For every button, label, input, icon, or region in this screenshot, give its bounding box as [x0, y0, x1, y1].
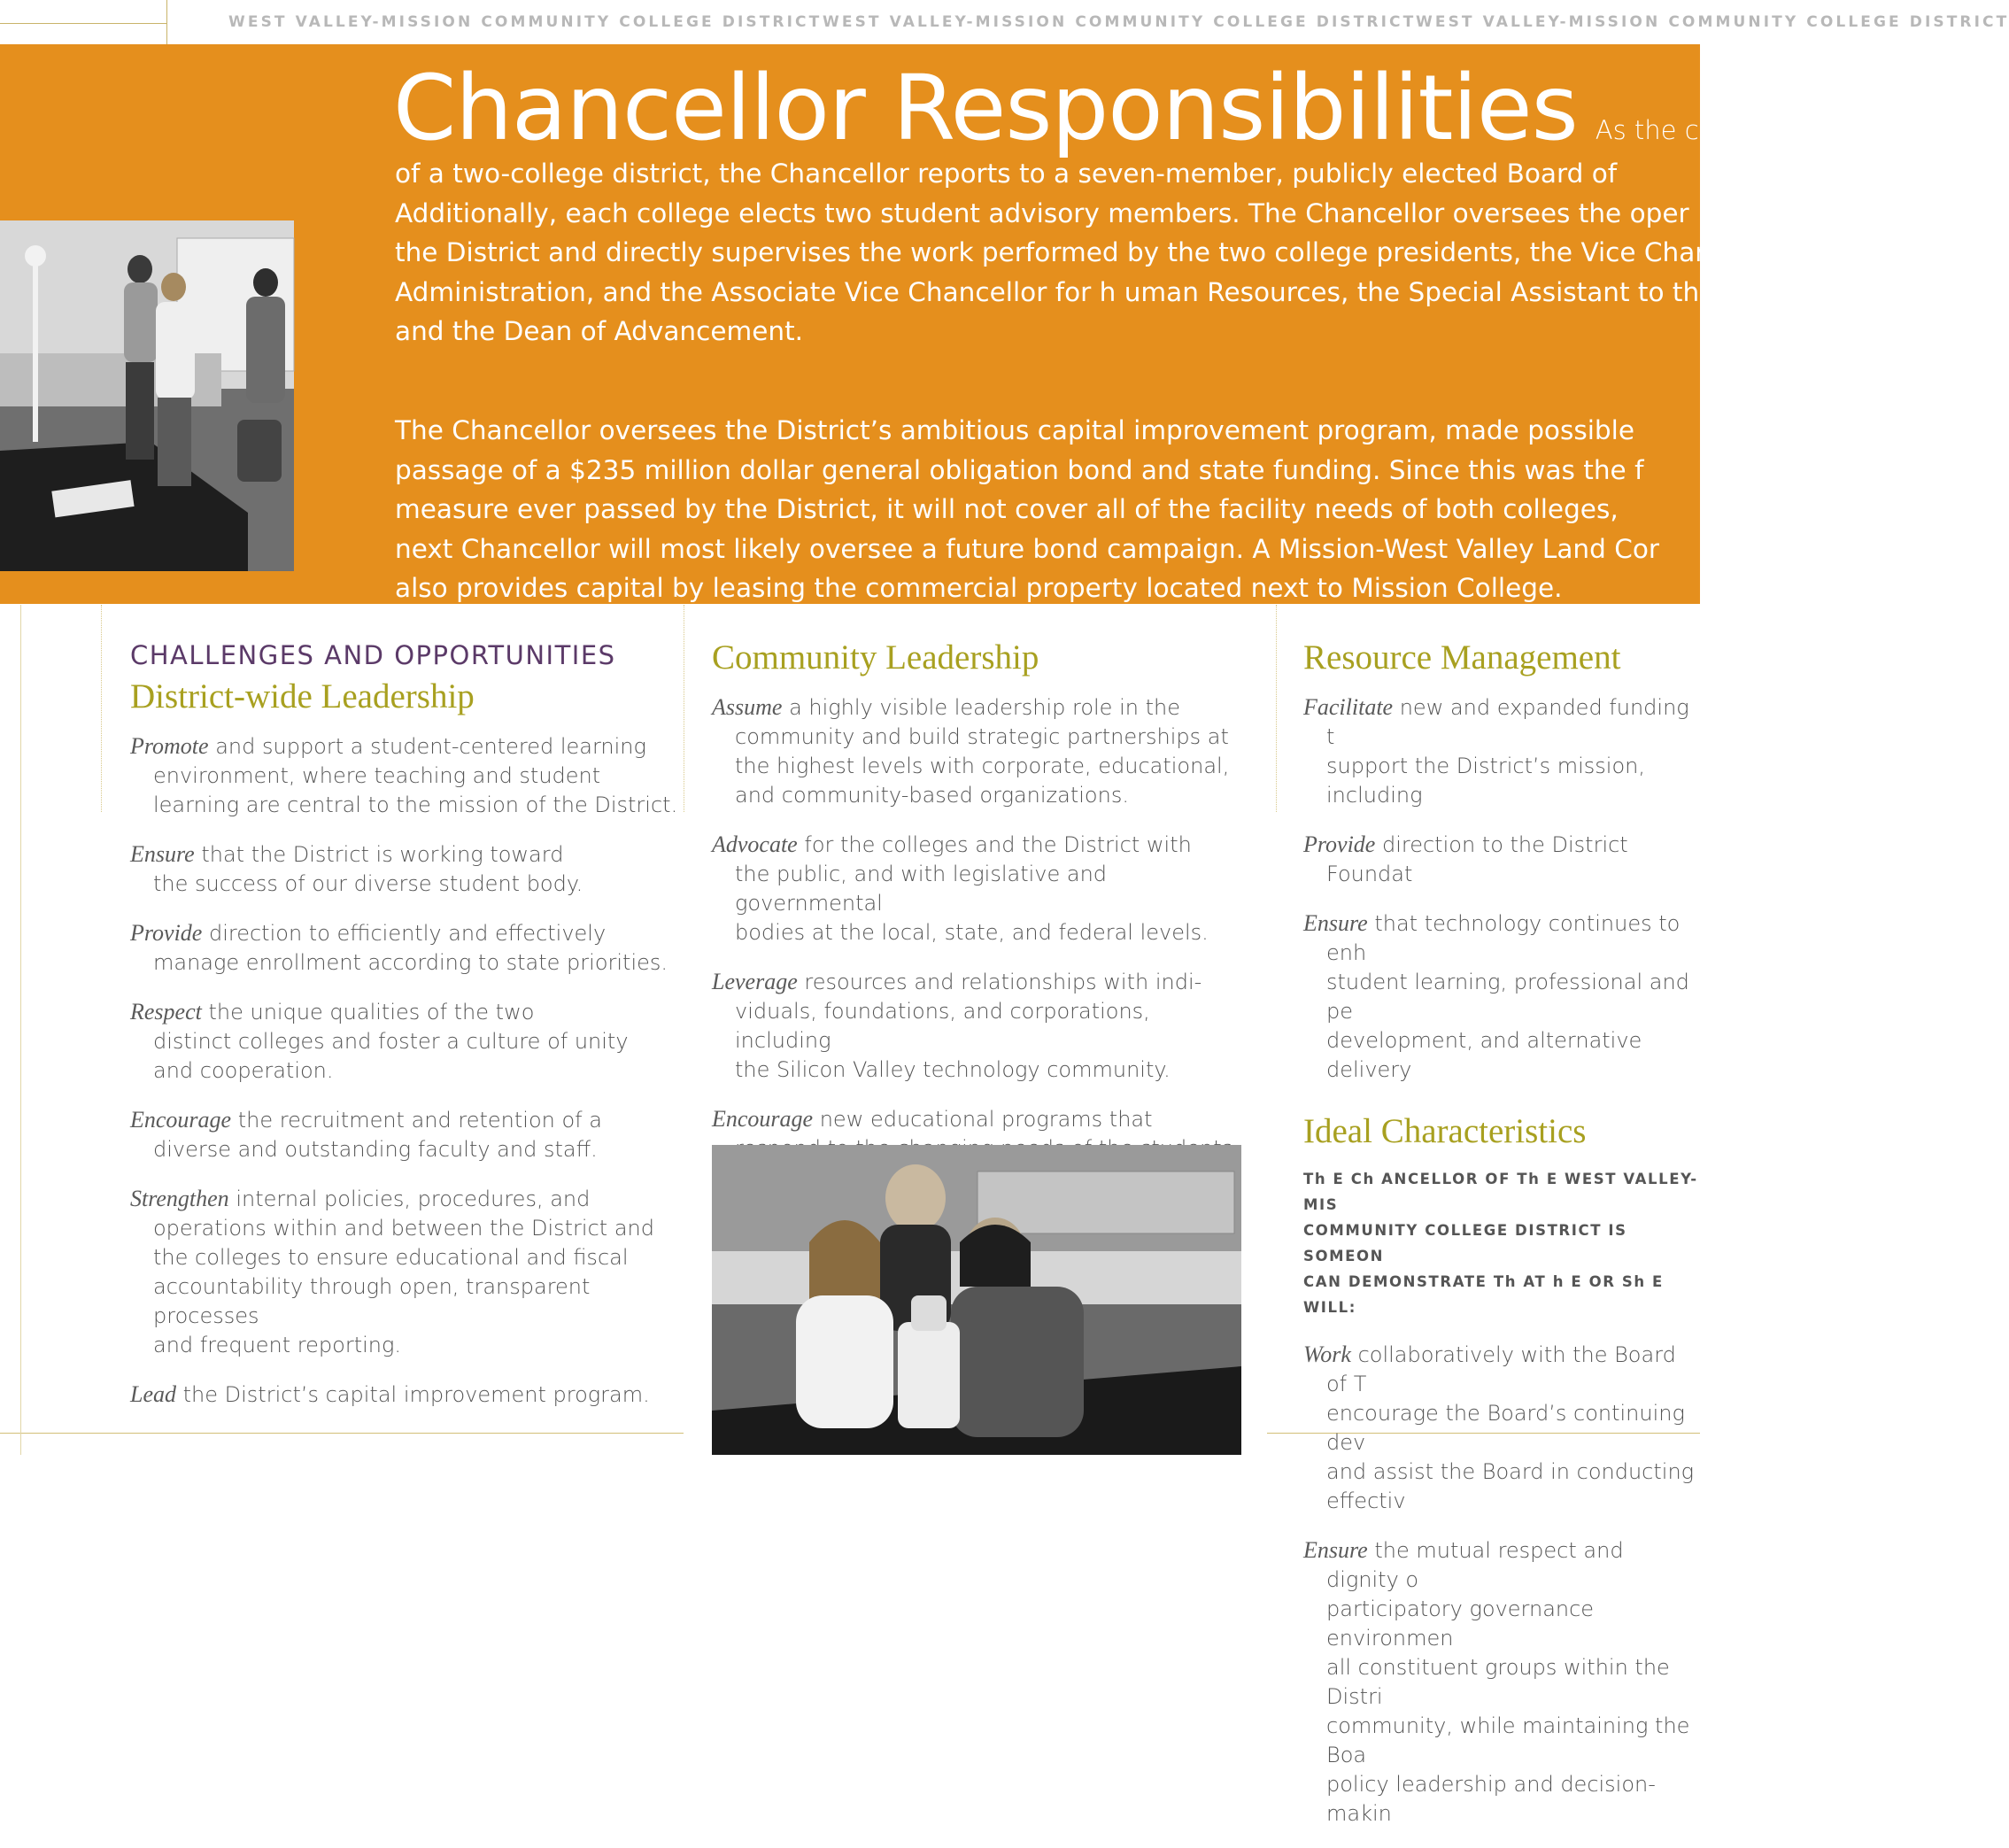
resource-management-column	[1303, 636, 1700, 1848]
banner-line: next Chancellor will most likely oversee a future bond campaign. A Mission-West Valley Land Cor	[395, 533, 1659, 564]
item-verb: Provide	[1303, 831, 1376, 857]
item-verb: Ensure	[1303, 1537, 1368, 1563]
header-rule	[0, 23, 166, 24]
item-text: resources and relationships with indi- viduals, foundations, and corporations, including the Silicon Valley technology community.	[735, 970, 1202, 1082]
item-text: a highly visible leadership role in the community and build strategic partnerships at the highest levels with corporate, educational, and community-based organizations.	[735, 695, 1230, 808]
list-item	[130, 731, 679, 820]
list-item	[130, 1380, 679, 1410]
banner-line: measure ever passed by the District, it will not cover all of the facility needs of both colleges,	[395, 494, 1619, 524]
list-item	[1303, 830, 1700, 889]
item-verb: Work	[1303, 1342, 1351, 1367]
banner-line: The Chancellor oversees the District’s ambitious capital improvement program, made possible	[395, 415, 1634, 445]
list-item	[712, 830, 1243, 947]
ideal-characteristics-intro: Th E Ch ANCELLOR OF Th E WEST VALLEY-MIS COMMUNITY COLLEGE DISTRICT IS SOMEON CAN DEMONSTRATE Th AT h E OR Sh E WILL:	[1303, 1171, 1698, 1316]
banner-line: also provides capital by leasing the commercial property located next to Mission College.	[395, 573, 1563, 603]
item-text: that the District is working toward the success of our diverse student body.	[153, 842, 583, 896]
item-verb: Advocate	[712, 831, 798, 857]
header-divider	[166, 0, 167, 44]
item-text: and support a student-centered learning environment, where teaching and student learning are central to the mission of the District.	[153, 734, 678, 817]
item-text: for the colleges and the District with the public, and with legislative and governmental bodies at the local, state, and federal levels.	[735, 832, 1209, 945]
item-verb: Ensure	[130, 841, 195, 867]
district-header-text: WEST VALLEY-MISSION COMMUNITY COLLEGE DISTRICT	[1416, 13, 2009, 31]
banner-paragraph-1	[395, 154, 1758, 352]
item-text: new educational programs that	[819, 1107, 1153, 1132]
banner-line: the District and directly supervises the work performed by the two college presidents, the Vice Chan	[395, 237, 1712, 267]
bottom-rule	[0, 1433, 684, 1434]
banner-line: Additionally, each college elects two student advisory members. The Chancellor oversees the oper	[395, 197, 1689, 228]
community-leadership-column	[712, 636, 1243, 1212]
community-leadership-title: Community Leadership	[712, 638, 1039, 677]
item-verb: Facilitate	[1303, 694, 1394, 720]
banner-title: Chancellor Responsibilities	[393, 56, 1578, 161]
list-item	[1303, 1535, 1700, 1829]
item-verb: Ensure	[1303, 910, 1368, 936]
item-verb: Leverage	[712, 969, 798, 994]
item-verb: Encourage	[712, 1106, 814, 1132]
list-item	[1303, 692, 1700, 810]
district-wide-leadership-title: District-wide Leadership	[130, 677, 475, 715]
item-text: the recruitment and retention of a diverse and outstanding faculty and staff.	[153, 1108, 602, 1162]
item-text: the mutual respect and dignity o participatory governance environmen all constituent groups within the Distri community, while maintaining the Boa policy leadership and decision-makin	[1326, 1538, 1690, 1826]
list-item	[130, 997, 679, 1086]
item-text: the unique qualities of the two distinct colleges and foster a culture of unity and cooperation.	[153, 1000, 629, 1083]
list-item	[1303, 1340, 1700, 1516]
item-verb: Respect	[130, 999, 202, 1025]
item-text: the District’s capital improvement program.	[176, 1382, 650, 1407]
list-item	[130, 839, 679, 899]
item-verb: Promote	[130, 733, 209, 759]
item-verb: Lead	[130, 1381, 176, 1407]
item-verb: Assume	[712, 694, 783, 720]
item-text: direction to the District Foundat	[1326, 832, 1628, 886]
list-item	[130, 918, 679, 978]
list-item	[130, 1184, 679, 1360]
list-item	[712, 692, 1243, 810]
banner-line: and the Dean of Advancement.	[395, 316, 804, 346]
ideal-characteristics-title: Ideal Characteristics	[1303, 1112, 1587, 1150]
challenges-kicker: CHALLENGES AND OPPORTUNITIES	[130, 640, 616, 670]
item-text: internal policies, procedures, and operations within and between the District and the colleges to ensure educational and fiscal accountability through open, transparent processes and frequent reporting.	[153, 1187, 654, 1357]
lab-microscope-photo	[712, 1145, 1241, 1455]
banner-line: passage of a $235 million dollar general obligation bond and state funding. Since this was the f	[395, 454, 1644, 485]
list-item	[130, 1105, 679, 1164]
banner-line: of a two-college district, the Chancellor reports to a seven-member, publicly elected Board of	[395, 159, 1618, 189]
item-text: new and expanded funding t support the District’s mission, including	[1326, 695, 1689, 808]
banner-line: Administration, and the Associate Vice Chancellor for h uman Resources, the Special Assistant to the Ch	[395, 276, 1759, 307]
item-text: collaboratively with the Board of T encourage the Board’s continuing dev and assist the Board in conducting effectiv	[1326, 1342, 1695, 1513]
list-item	[712, 967, 1243, 1085]
banner-lead-in: As the chief executiv	[1595, 115, 1864, 145]
banner-title-row	[393, 56, 1864, 161]
district-header-text: WEST VALLEY-MISSION COMMUNITY COLLEGE DISTRICT	[823, 13, 1417, 31]
column-divider	[101, 605, 102, 812]
item-verb: Encourage	[130, 1107, 232, 1133]
item-text: direction to efficiently and effectively manage enrollment according to state priorities.	[153, 921, 668, 975]
banner-paragraph-2	[395, 411, 1659, 608]
list-item	[1303, 909, 1700, 1085]
classroom-photo	[0, 220, 294, 571]
district-wide-leadership-column	[130, 636, 679, 1429]
item-text: that technology continues to enh student learning, professional and pe development, and alternative delivery	[1326, 911, 1689, 1082]
item-verb: Strengthen	[130, 1186, 229, 1211]
resource-management-title: Resource Management	[1303, 638, 1621, 677]
district-header-text: WEST VALLEY-MISSION COMMUNITY COLLEGE DISTRICT	[228, 13, 823, 31]
item-verb: Provide	[130, 920, 203, 946]
column-divider	[1276, 605, 1277, 812]
margin-guide	[20, 605, 21, 1455]
top-header-strip	[0, 0, 2009, 44]
